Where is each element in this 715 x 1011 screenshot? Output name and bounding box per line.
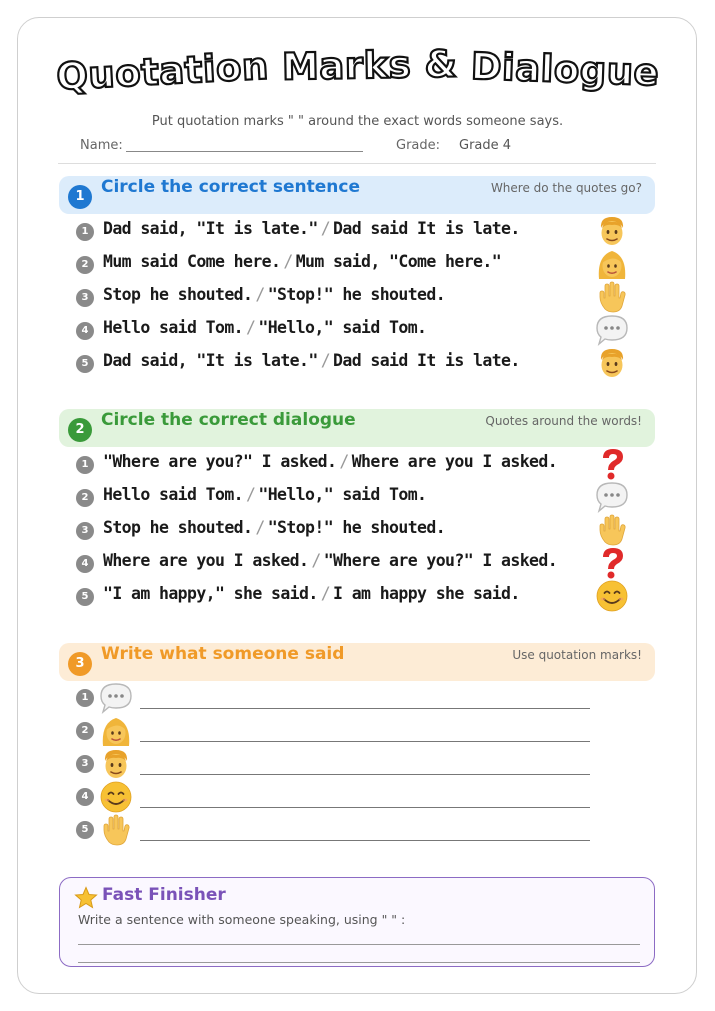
writing-line[interactable]	[140, 807, 590, 808]
section-heading: Circle the correct sentence	[101, 177, 361, 197]
separator: /	[246, 318, 256, 337]
speech-bubble-icon	[594, 479, 630, 515]
choice-text	[103, 219, 520, 238]
instructions: Put quotation marks " " around the exact words someone says.	[151, 114, 564, 129]
boy-face-icon	[594, 345, 630, 381]
item-number: 2	[76, 256, 94, 274]
separator: /	[311, 551, 321, 570]
raised-hand-icon	[98, 812, 134, 848]
write-item	[76, 781, 596, 811]
write-item	[76, 715, 596, 745]
section-number: 1	[68, 185, 92, 209]
option-b[interactable]: "Stop!" he shouted.	[267, 518, 446, 537]
woman-face-icon	[594, 246, 630, 282]
choice-text	[103, 584, 520, 603]
option-a[interactable]: Where are you I asked.	[103, 551, 309, 570]
boy-face-icon	[98, 746, 134, 782]
section-1-header	[59, 176, 655, 214]
option-a[interactable]: Stop he shouted.	[103, 285, 253, 304]
title-word: Dialogue	[469, 44, 660, 95]
option-b[interactable]: Dad said It is late.	[333, 219, 520, 238]
option-a[interactable]: Dad said, "It is late."	[103, 219, 318, 238]
choice-item	[76, 351, 636, 377]
item-number: 3	[76, 522, 94, 540]
option-b[interactable]: Dad said It is late.	[333, 351, 520, 370]
name-field[interactable]	[126, 151, 363, 152]
speech-bubble-icon	[594, 312, 630, 348]
writing-line[interactable]	[140, 840, 590, 841]
option-a[interactable]: Mum said Come here.	[103, 252, 281, 271]
separator: /	[320, 584, 331, 603]
fast-finisher-heading: Fast Finisher	[102, 885, 226, 905]
option-a[interactable]: "I am happy," she said.	[103, 584, 318, 603]
item-number: 3	[76, 289, 94, 307]
item-number: 2	[76, 489, 94, 507]
writing-line[interactable]	[140, 708, 590, 709]
option-a[interactable]: Dad said, "It is late."	[103, 351, 318, 370]
question-mark-icon	[594, 545, 630, 581]
separator: /	[320, 351, 331, 370]
smiling-face-icon	[98, 779, 134, 815]
item-number: 2	[76, 722, 94, 740]
item-number: 1	[76, 456, 94, 474]
item-number: 4	[76, 322, 94, 340]
separator: /	[255, 285, 265, 304]
choice-item	[76, 452, 636, 478]
speech-bubble-icon	[98, 680, 134, 716]
choice-item	[76, 219, 636, 245]
writing-line[interactable]	[78, 962, 640, 963]
option-b[interactable]: Mum said, "Come here."	[295, 252, 502, 271]
section-hint: Quotes around the words!	[485, 414, 642, 428]
choice-text	[103, 551, 557, 570]
writing-line[interactable]	[140, 774, 590, 775]
option-b[interactable]: "Hello," said Tom.	[258, 318, 427, 337]
star-icon	[74, 886, 98, 910]
grade-label: Grade:	[396, 138, 441, 153]
write-item	[76, 814, 596, 844]
item-number: 4	[76, 555, 94, 573]
separator: /	[339, 452, 349, 471]
raised-hand-icon	[594, 512, 630, 548]
section-heading: Write what someone said	[101, 644, 345, 664]
section-hint: Where do the quotes go?	[490, 181, 642, 195]
separator: /	[283, 252, 293, 271]
choice-text	[103, 285, 445, 304]
woman-face-icon	[98, 713, 134, 749]
name-label: Name:	[80, 138, 123, 153]
item-number: 3	[76, 755, 94, 773]
choice-text	[103, 351, 520, 370]
title-word: Quotation	[55, 44, 270, 99]
section-number: 3	[68, 652, 92, 676]
choice-item	[76, 551, 636, 577]
writing-line[interactable]	[78, 944, 640, 945]
question-mark-icon	[594, 446, 630, 482]
smiling-face-icon	[594, 578, 630, 614]
choice-text	[103, 518, 445, 537]
choice-item	[76, 252, 636, 278]
choice-item	[76, 318, 636, 344]
section-heading: Circle the correct dialogue	[101, 410, 356, 430]
choice-text	[103, 485, 426, 504]
option-b[interactable]: Where are you I asked.	[351, 452, 558, 471]
raised-hand-icon	[594, 279, 630, 315]
choice-item	[76, 285, 636, 311]
option-b[interactable]: I am happy she said.	[333, 584, 520, 603]
choice-text	[103, 318, 426, 337]
page-title	[0, 42, 715, 99]
separator: /	[255, 518, 265, 537]
write-item	[76, 682, 596, 712]
section-2-header	[59, 409, 655, 447]
writing-line[interactable]	[140, 741, 590, 742]
option-b[interactable]: "Stop!" he shouted.	[267, 285, 446, 304]
item-number: 5	[76, 588, 94, 606]
boy-face-icon	[594, 213, 630, 249]
option-a[interactable]: Hello said Tom.	[103, 485, 244, 504]
divider	[58, 163, 656, 164]
section-3-header	[59, 643, 655, 681]
choice-text	[103, 452, 557, 471]
write-item	[76, 748, 596, 778]
choice-item	[76, 518, 636, 544]
item-number: 5	[76, 355, 94, 373]
item-number: 1	[76, 689, 94, 707]
item-number: 1	[76, 223, 94, 241]
option-a[interactable]: Stop he shouted.	[103, 518, 253, 537]
choice-item	[76, 584, 636, 610]
item-number: 4	[76, 788, 94, 806]
section-number: 2	[68, 418, 92, 442]
section-hint: Use quotation marks!	[512, 648, 642, 662]
grade-value: Grade 4	[459, 138, 512, 153]
fast-finisher-box	[59, 877, 655, 967]
fast-finisher-prompt: Write a sentence with someone speaking, using " " :	[78, 912, 406, 927]
choice-text	[103, 252, 501, 271]
separator: /	[320, 219, 331, 238]
option-a[interactable]: Hello said Tom.	[103, 318, 244, 337]
item-number: 5	[76, 821, 94, 839]
option-b[interactable]: "Where are you?" I asked.	[323, 551, 558, 570]
separator: /	[246, 485, 256, 504]
option-a[interactable]: "Where are you?" I asked.	[103, 452, 337, 471]
option-b[interactable]: "Hello," said Tom.	[258, 485, 427, 504]
choice-item	[76, 485, 636, 511]
title-word: Marks &	[281, 42, 458, 89]
